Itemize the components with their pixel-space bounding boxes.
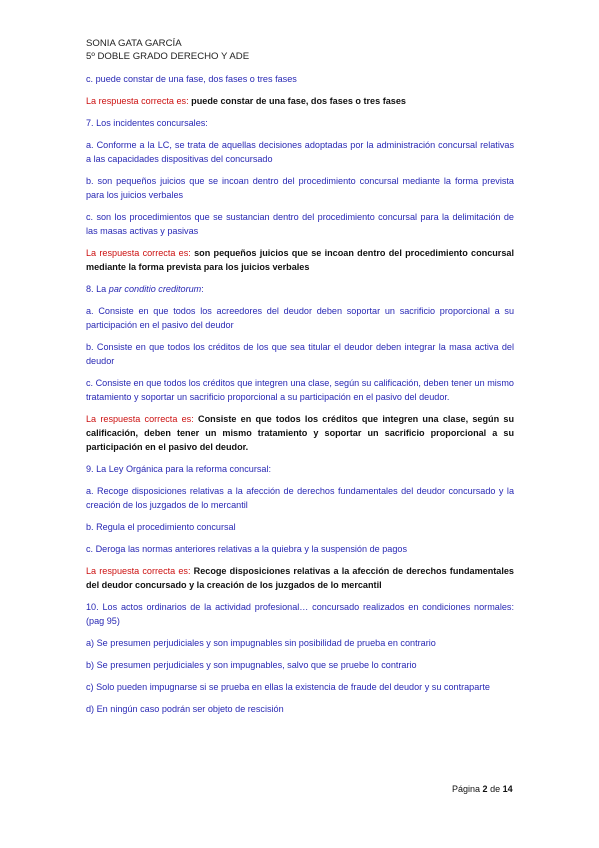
- q10-option-c: c) Solo pueden impugnarse si se prueba en ellas la existencia de fraude del deudor y su contraparte: [86, 682, 490, 692]
- q6-answer: [86, 94, 514, 108]
- page-header: [86, 37, 249, 63]
- document-body: [86, 72, 514, 724]
- of-label: de: [490, 784, 501, 794]
- answer-prefix: La respuesta correcta es:: [86, 248, 191, 258]
- answer-text: Consiste en que todos los créditos que integren una clase, según su calificación, deben tener un mismo tratamiento y soportar un sacrificio proporcional a su participación en el pasivo del deudor.: [86, 414, 514, 452]
- q8-option-c: c. Consiste en que todos los créditos que integren una clase, según su calificación, deben tener un mismo tratamiento y soportar un sacrificio proporcional a su participación en el pasivo del deudor.: [86, 378, 514, 402]
- q9-answer: [86, 564, 514, 592]
- total-pages: 14: [502, 784, 513, 794]
- page-number: 2: [482, 784, 488, 794]
- q8-answer: [86, 412, 514, 454]
- answer-text: puede constar de una fase, dos fases o tres fases: [191, 96, 406, 106]
- q7-option-a: a. Conforme a la LC, se trata de aquellas decisiones adoptadas por la administración concursal relativas a las capacidades dispositivas del concursado: [86, 140, 514, 164]
- q9-option-a: a. Recoge disposiciones relativas a la afección de derechos fundamentales del deudor concursado y la creación de los juzgados de lo mercantil: [86, 486, 514, 510]
- q9-option-b: b. Regula el procedimiento concursal: [86, 522, 236, 532]
- q8-title-pre: 8. La: [86, 284, 107, 294]
- q8-title-post: :: [201, 284, 204, 294]
- answer-text: son pequeños juicios que se incoan dentro del procedimiento concursal mediante la forma prevista para los juicios verbales: [86, 248, 514, 272]
- q8-option-a: a. Consiste en que todos los acreedores del deudor deben soportar un sacrificio proporcional a su participación en el pasivo del deudor: [86, 306, 514, 330]
- q8-title: [86, 282, 514, 296]
- answer-prefix: La respuesta correcta es:: [86, 566, 191, 576]
- q10-option-b: b) Se presumen perjudiciales y son impugnables, salvo que se pruebe lo contrario: [86, 660, 417, 670]
- q7-title: 7. Los incidentes concursales:: [86, 118, 208, 128]
- q10-title: 10. Los actos ordinarios de la actividad profesional… concursado realizados en condiciones normales: (pag 95): [86, 602, 514, 626]
- q6-option-c: c. puede constar de una fase, dos fases o tres fases: [86, 74, 297, 84]
- q9-option-c: c. Deroga las normas anteriores relativas a la quiebra y la suspensión de pagos: [86, 544, 407, 554]
- author-name: SONIA GATA GARCÍA: [86, 38, 182, 49]
- answer-prefix: La respuesta correcta es:: [86, 96, 189, 106]
- answer-prefix: La respuesta correcta es:: [86, 414, 194, 424]
- page-label: Página: [452, 784, 481, 794]
- q7-option-c: c. son los procedimientos que se sustancian dentro del procedimiento concursal para la delimitación de las masas activas y pasivas: [86, 212, 514, 236]
- q10-option-a: a) Se presumen perjudiciales y son impugnables sin posibilidad de prueba en contrario: [86, 638, 436, 648]
- q7-answer: [86, 246, 514, 274]
- q7-option-b: b. son pequeños juicios que se incoan dentro del procedimiento concursal mediante la forma prevista para los juicios verbales: [86, 176, 514, 200]
- q9-title: 9. La Ley Orgánica para la reforma concursal:: [86, 464, 272, 474]
- answer-text: Recoge disposiciones relativas a la afección de derechos fundamentales del deudor concursado y la creación de los juzgados de lo mercantil: [86, 566, 514, 590]
- q8-option-b: b. Consiste en que todos los créditos de los que sea titular el deudor deben integrar la masa activa del deudor: [86, 342, 514, 366]
- course-name: 5º DOBLE GRADO DERECHO Y ADE: [86, 51, 250, 62]
- q10-option-d: d) En ningún caso podrán ser objeto de rescisión: [86, 704, 284, 714]
- page-footer: [452, 784, 513, 794]
- q8-title-italic: par conditio creditorum: [108, 284, 202, 294]
